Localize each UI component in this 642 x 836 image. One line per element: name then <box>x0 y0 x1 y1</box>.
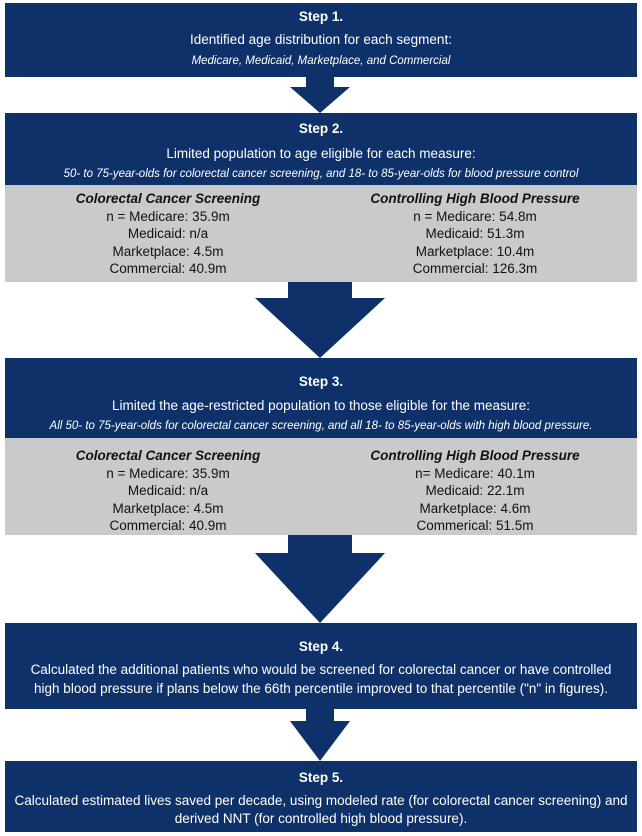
step3-panel <box>5 438 637 535</box>
step2-crc-column <box>18 190 318 278</box>
step1-detail: Medicare, Medicaid, Marketplace, and Commercial <box>191 55 451 67</box>
step5-box <box>5 761 637 832</box>
step3-title: Step 3. <box>298 374 344 389</box>
step3-hbp-line: Medicaid: 22.1m <box>425 483 525 498</box>
step4-line2: high blood pressure if plans below the 66th percentile improved to that percentile ("n" in figures). <box>34 681 608 696</box>
step2-text: Limited population to age eligible for each measure: <box>166 146 476 161</box>
step3-crc-line: Medicaid: n/a <box>127 483 209 498</box>
step3-crc-column <box>18 447 318 535</box>
step2-hbp-column <box>325 190 625 278</box>
step2-hbp-line: Medicaid: 51.3m <box>425 226 525 241</box>
step2-box <box>5 113 637 185</box>
step2-hbp-heading: Controlling High Blood Pressure <box>370 191 580 206</box>
step3-crc-line: Commercial: 40.9m <box>109 518 227 533</box>
step2-hbp-line: n = Medicare: 54.8m <box>413 208 537 224</box>
step2-crc-line: n = Medicare: 35.9m <box>106 208 230 224</box>
step2-hbp-line: Commercial: 126.3m <box>412 261 538 276</box>
step2-panel <box>5 185 637 282</box>
step4-title: Step 4. <box>298 639 344 654</box>
arrow-down-icon <box>255 282 385 358</box>
step1-text: Identified age distribution for each segment: <box>190 32 452 47</box>
step3-hbp-line: Commerical: 51.5m <box>416 518 534 533</box>
arrow-down-icon <box>255 535 385 623</box>
step3-crc-line: n = Medicare: 35.9m <box>106 465 230 481</box>
step3-hbp-line: n= Medicare: 40.1m <box>415 465 535 481</box>
step2-title: Step 2. <box>298 121 344 136</box>
arrow-down-icon <box>290 77 350 113</box>
step5-line1: Calculated estimated lives saved per decade, using modeled rate (for colorectal cancer screening) and <box>14 793 628 808</box>
step2-crc-line: Medicaid: n/a <box>127 226 209 241</box>
arrow-down-icon <box>290 709 350 761</box>
step3-crc-line: Marketplace: 4.5m <box>112 500 224 516</box>
step3-hbp-heading: Controlling High Blood Pressure <box>370 448 580 463</box>
step3-hbp-line: Marketplace: 4.6m <box>419 500 531 516</box>
step1-title: Step 1. <box>298 9 344 24</box>
step2-crc-line: Commercial: 40.9m <box>109 261 227 276</box>
step3-hbp-column <box>325 447 625 535</box>
step5-title: Step 5. <box>298 770 344 785</box>
step3-box <box>5 358 637 438</box>
step2-crc-heading: Colorectal Cancer Screening <box>75 191 261 206</box>
step2-crc-line: Marketplace: 4.5m <box>112 243 224 259</box>
step4-line1: Calculated the additional patients who would be screened for colorectal cancer or have controlled <box>30 662 612 677</box>
step1-box <box>5 3 637 77</box>
step3-detail: All 50- to 75-year-olds for colorectal cancer screening, and all 18- to 85-year-olds with high blood pressure. <box>49 420 593 432</box>
step4-box <box>5 623 637 709</box>
step5-line2: derived NNT (for controlled high blood pressure). <box>174 811 468 826</box>
step3-text: Limited the age-restricted population to those eligible for the measure: <box>112 398 530 413</box>
step2-detail: 50- to 75-year-olds for colorectal cancer screening, and 18- to 85-year-olds for blood pressure control <box>63 168 579 180</box>
step2-hbp-line: Marketplace: 10.4m <box>415 243 535 259</box>
step3-crc-heading: Colorectal Cancer Screening <box>75 448 261 463</box>
